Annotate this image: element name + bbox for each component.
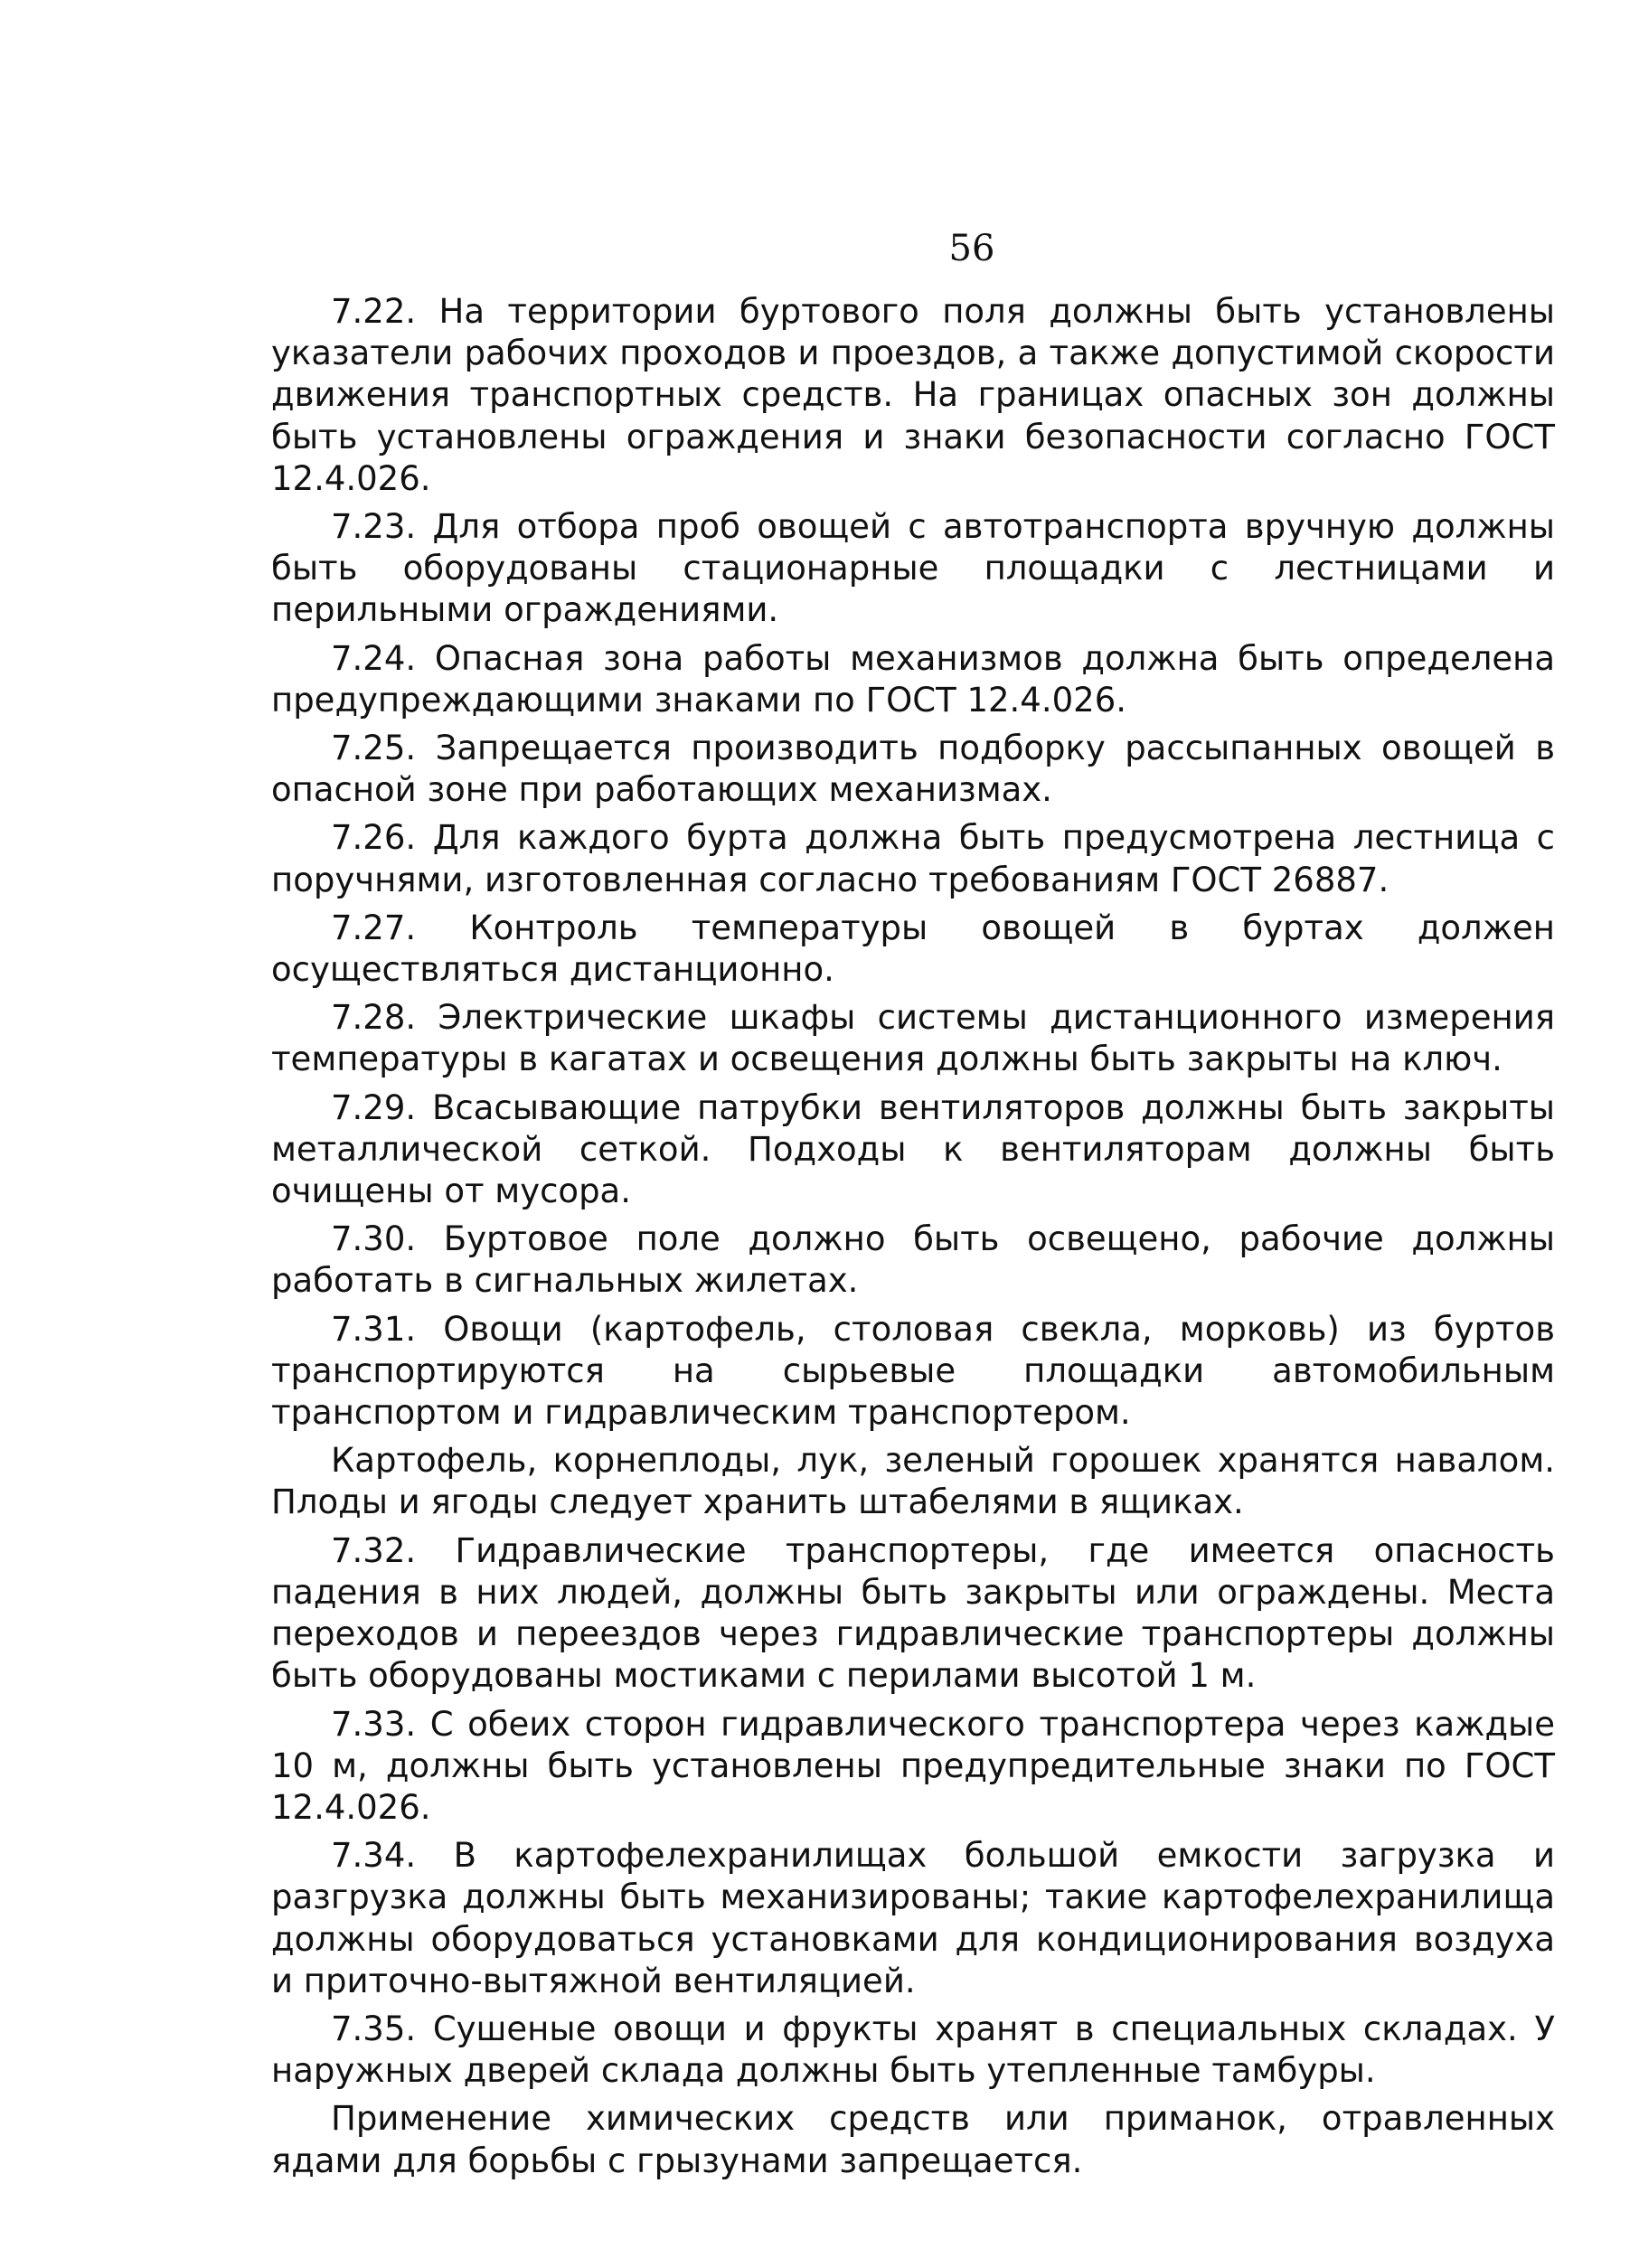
- clause-number: 7.27.: [331, 908, 417, 947]
- paragraph-text: На территории буртового поля должны быть установлены указатели рабочих проходов и проездов, а также допустимой скорости движения транспортных средств. На границах опасных зон должны быть установлены ограждения и знаки безопасности согласно ГОСТ 12.4.026.: [271, 292, 1555, 498]
- paragraph-text: Буртовое поле должно быть освещено, рабочие должны работать в сигнальных жилетах.: [271, 1219, 1555, 1301]
- clause-number: 7.34.: [331, 1836, 417, 1876]
- paragraph-text: Сушеные овощи и фрукты хранят в специальных складах. У наружных дверей склада должны быть утепленные тамбуры.: [271, 2009, 1555, 2091]
- clause-number: 7.33.: [331, 1704, 417, 1744]
- paragraph-7-30: [271, 1219, 1555, 1302]
- paragraph-7-25: [271, 728, 1555, 811]
- paragraph-text: Контроль температуры овощей в буртах должен осуществляться дистанционно.: [271, 908, 1555, 990]
- paragraph-7-35: [271, 2009, 1555, 2092]
- paragraph-text: Всасывающие патрубки вентиляторов должны быть закрыты металлической сеткой. Подходы к вентиляторам должны быть очищены от мусора.: [271, 1087, 1555, 1211]
- paragraph-text: Для каждого бурта должна быть предусмотрена лестница с поручнями, изготовленная согласно требованиям ГОСТ 26887.: [271, 818, 1556, 899]
- clause-number: 7.30.: [331, 1219, 417, 1259]
- paragraph-7-26: [271, 817, 1555, 900]
- paragraph-chemicals-note: [271, 2098, 1555, 2181]
- paragraph-7-31: [271, 1309, 1555, 1435]
- paragraph-7-27: [271, 908, 1555, 991]
- page-number: 56: [948, 228, 995, 269]
- paragraph-7-33: [271, 1704, 1555, 1830]
- paragraph-storage-note: [271, 1440, 1555, 1523]
- paragraph-text: Запрещается производить подборку рассыпанных овощей в опасной зоне при работающих механизмах.: [271, 729, 1556, 810]
- clause-number: 7.35.: [331, 2009, 417, 2048]
- paragraph-7-23: [271, 506, 1555, 632]
- paragraph-text: Опасная зона работы механизмов должна быть определена предупреждающими знаками по ГОСТ 12.4.026.: [271, 638, 1556, 720]
- clause-number: 7.29.: [331, 1087, 417, 1127]
- paragraph-text: С обеих сторон гидравлического транспортера через каждые 10 м, должны быть установлены предупредительные знаки по ГОСТ 12.4.026.: [271, 1704, 1556, 1827]
- paragraph-7-29: [271, 1087, 1555, 1213]
- clause-number: 7.26.: [331, 818, 417, 858]
- clause-number: 7.22.: [331, 292, 417, 331]
- paragraph-text: Для отбора проб овощей с автотранспорта вручную должны быть оборудованы стационарные площадки с лестницами и перильными ограждениями.: [271, 507, 1556, 630]
- paragraph-text: Овощи (картофель, столовая свекла, морковь) из буртов транспортируются на сырьевые площадки автомобильным транспортом и гидравлическим транспортером.: [271, 1309, 1555, 1433]
- paragraph-7-34: [271, 1835, 1555, 2002]
- paragraph-text: В картофелехранилищах большой емкости загрузка и разгрузка должны быть механизированы; такие картофелехранилища должны оборудоваться установками для кондиционирования воздуха и приточно-вытяжной вентиляцией.: [271, 1836, 1556, 2000]
- document-page: [271, 226, 1555, 2182]
- clause-number: 7.28.: [331, 998, 417, 1038]
- clause-number: 7.32.: [331, 1530, 417, 1570]
- paragraph-text: Применение химических средств или приманок, отравленных ядами для борьбы с грызунами запрещается.: [271, 2099, 1555, 2180]
- paragraph-7-22: [271, 291, 1555, 500]
- clause-number: 7.25.: [331, 729, 417, 768]
- paragraph-7-28: [271, 997, 1555, 1080]
- clause-number: 7.31.: [331, 1309, 417, 1349]
- paragraph-7-32: [271, 1530, 1555, 1698]
- paragraph-7-24: [271, 638, 1555, 721]
- clause-number: 7.24.: [331, 638, 417, 678]
- clause-number: 7.23.: [331, 507, 417, 547]
- paragraph-text: Электрические шкафы системы дистанционного измерения температуры в кагатах и освещения должны быть закрыты на ключ.: [271, 998, 1555, 1079]
- paragraph-text: Картофель, корнеплоды, лук, зеленый горошек хранятся навалом. Плоды и ягоды следует хранить штабелями в ящиках.: [271, 1441, 1555, 1522]
- paragraph-text: Гидравлические транспортеры, где имеется опасность падения в них людей, должны быть закрыты или ограждены. Места переходов и переездов через гидравлические транспортеры должны быть оборудованы мостиками с перилами высотой 1 м.: [271, 1530, 1555, 1696]
